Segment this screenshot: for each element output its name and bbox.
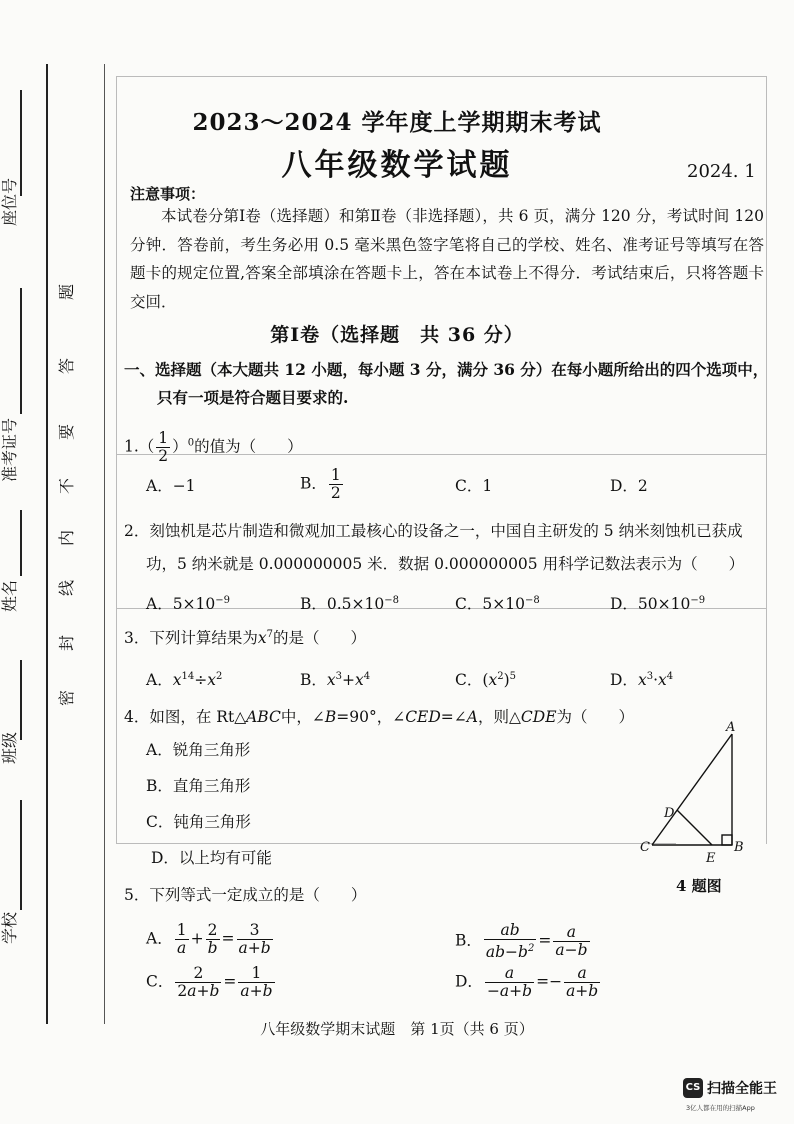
seal-char: 线 (57, 580, 76, 597)
question-4: 4．如图，在 Rt△ABC中，∠B=90°，∠CED=∠A，则△CDE为（ ） (124, 708, 635, 726)
binding-line (46, 64, 48, 1024)
seat-label: 座位号 (0, 177, 19, 226)
q4-option-b[interactable]: B．直角三角形 (146, 777, 251, 795)
seal-line (104, 64, 105, 1024)
seal-char: 密 (57, 690, 76, 707)
q4-option-c[interactable]: C．钝角三角形 (146, 813, 251, 831)
q5-option-c[interactable]: C． $\frac{2}{2a+b}$ = $\frac{1}{a+b}$ (146, 964, 273, 1000)
q4-option-d[interactable]: D．以上均有可能 (151, 849, 272, 867)
exam-title: 2023～2024 学年度上学期期末考试 (192, 109, 602, 136)
section-instruction: 一、选择题（本大题共 12 小题，每小题 3 分，满分 36 分）在每小题所给出的四个选项中， (124, 360, 769, 379)
name-label: 姓名 (0, 579, 19, 612)
question-5: 5．下列等式一定成立的是（ ） (124, 886, 367, 904)
q2-option-a[interactable]: A．$5\times 10^{-9}$ (146, 595, 231, 614)
faint-rule (116, 843, 676, 844)
exam-date: 2024. 1 (687, 161, 756, 182)
q1-option-c[interactable]: C．1 (455, 477, 493, 495)
section-title: 第Ⅰ卷（选择题 共 36 分） (270, 324, 524, 346)
q3-option-a[interactable]: A．$x^{14}\div x^2$ (146, 671, 223, 690)
scanner-watermark (683, 1077, 777, 1098)
class-blank[interactable] (20, 660, 22, 740)
q1-option-a[interactable]: A．−1 (146, 477, 196, 495)
faint-rule (116, 76, 766, 77)
seal-char: 封 (57, 635, 76, 652)
exam-id-label: 准考证号 (0, 417, 19, 482)
seal-char: 不 (57, 478, 76, 495)
q4-option-a[interactable]: A．锐角三角形 (146, 741, 251, 759)
side-ca (652, 734, 732, 845)
q5-option-b[interactable]: B． $\frac{ab}{ab-b^2}$ = $\frac{a}{a-b}$ (455, 921, 588, 962)
q4-triangle-figure (630, 720, 770, 870)
label-d: D (664, 806, 675, 821)
seal-char: 要 (57, 424, 76, 441)
scanner-tagline: 3亿人都在用的扫描App (686, 1104, 755, 1112)
q1-option-b[interactable]: B． $\frac{1}{2}$ (300, 466, 341, 502)
page-footer: 八年级数学期末试题 第 1页（共 6 页） (260, 1020, 534, 1038)
label-a: A (726, 720, 736, 735)
label-e: E (706, 851, 716, 866)
segment-de (677, 810, 712, 845)
right-angle-mark (722, 835, 732, 845)
q5-option-a[interactable]: A． $\frac{1}{a}$ + $\frac{2}{b}$ = $\frac{3}{a+b}$ (146, 921, 271, 957)
seal-char: 内 (57, 530, 76, 547)
question-3: 3．下列计算结果为$x^7$的是（ ） (124, 629, 367, 648)
section-instruction: 只有一项是符合题目要求的. (157, 388, 349, 407)
seal-char: 题 (57, 284, 76, 301)
scanner-logo-icon: CS (683, 1078, 703, 1098)
exam-id-blank[interactable] (20, 288, 22, 414)
q3-option-b[interactable]: B．$x^3+x^4$ (300, 671, 371, 690)
scanner-name: 扫描全能王 (707, 1080, 777, 1097)
q2-option-d[interactable]: D．$50\times 10^{-9}$ (610, 595, 706, 614)
school-label: 学校 (0, 911, 19, 944)
name-blank[interactable] (20, 510, 22, 576)
q2-option-c[interactable]: C．$5\times 10^{-8}$ (455, 595, 540, 614)
seal-char: 答 (57, 358, 76, 375)
label-b: B (734, 840, 744, 855)
q3-option-c[interactable]: C．$(x^2)^5$ (455, 671, 516, 690)
question-2-line2: 功，5 纳米就是 0.000000005 米．数据 0.000000005 用科学记数法表示为（ ） (146, 555, 745, 573)
q2-option-b[interactable]: B．$0.5\times 10^{-8}$ (300, 595, 400, 614)
class-label: 班级 (0, 731, 19, 764)
q3-option-d[interactable]: D．$x^3\cdot x^4$ (610, 671, 674, 690)
question-1: 1.（ $\frac{1}{2}$ ）$^0$的值为（ ） (124, 429, 303, 465)
label-c: C (640, 840, 650, 855)
school-blank[interactable] (20, 800, 22, 910)
q1-option-d[interactable]: D．2 (610, 477, 648, 495)
question-2-line1: 2．刻蚀机是芯片制造和微观加工最核心的设备之一，中国自主研发的 5 纳米刻蚀机已获成 (124, 522, 743, 540)
notice-heading: 注意事项： (130, 185, 206, 203)
q5-option-d[interactable]: D． $\frac{a}{-a+b}$ =− $\frac{a}{a+b}$ (455, 964, 599, 1000)
figure-caption: 4 题图 (676, 877, 722, 895)
faint-rule (116, 76, 117, 844)
exam-subtitle: 八年级数学试题 (281, 148, 513, 183)
notice-body: 本试卷分第Ⅰ卷（选择题）和第Ⅱ卷（非选择题），共 6 页，满分 120 分，考试时间 120 分钟．答卷前，考生务必用 0.5 毫米黑色签字笔将自己的学校、姓名、准考证号等填写在答题卡的规定位置,答案全部填涂在答题卡上，答在本试卷上不得分．考试结束后，只将答题卡交回． (130, 207, 764, 311)
